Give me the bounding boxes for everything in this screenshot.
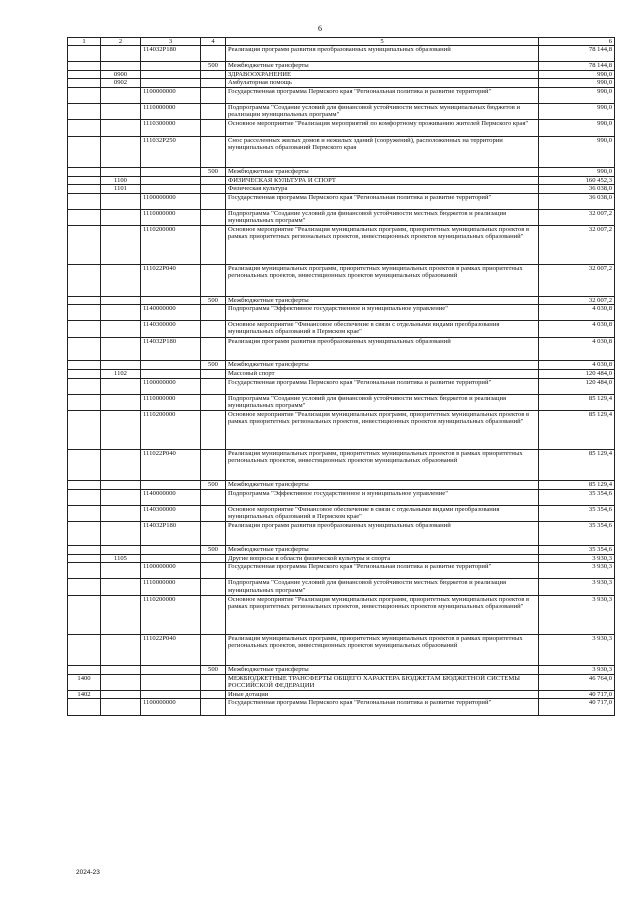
table-body [68,46,615,715]
cell-c3: 114032Р180 [141,46,201,62]
cell-c6: 160 452,3 [539,176,615,185]
cell-c3 [141,79,201,88]
cell-c3: 1110200000 [141,595,201,634]
cell-c6: 3 930,3 [539,579,615,595]
cell-c3: 1110200000 [141,226,201,265]
cell-c5: Государственная программа Пермского края "Региональная политика и развитие территорий" [226,563,539,579]
cell-c4 [201,699,226,715]
cell-c3 [141,296,201,305]
cell-c6: 3 930,3 [539,666,615,675]
table-row [68,563,615,579]
cell-c3: 1100000000 [141,88,201,104]
cell-c6: 40 717,0 [539,699,615,715]
table-row [68,410,615,449]
cell-c6: 35 354,6 [539,546,615,555]
cell-c4: 500 [201,296,226,305]
cell-c1 [68,595,101,634]
cell-c6: 85 129,4 [539,410,615,449]
cell-c3: 1110200000 [141,410,201,449]
cell-c1 [68,489,101,505]
cell-c3: 1110000000 [141,394,201,410]
cell-c6: 3 930,3 [539,563,615,579]
cell-c5: Реализация программ развития преобразованных муниципальных образований [226,46,539,62]
cell-c4 [201,193,226,209]
table-row [68,394,615,410]
table-row [68,378,615,394]
cell-c4 [201,579,226,595]
cell-c2: 0902 [101,79,141,88]
cell-c1 [68,506,101,522]
cell-c5: Межбюджетные трансферты [226,168,539,177]
cell-c2 [101,296,141,305]
cell-c3 [141,546,201,555]
cell-c5: Реализация муниципальных программ, приоритетных муниципальных проектов в рамках приоритетных региональных проектов, инвестиционных проектов муниципальных образований [226,265,539,296]
cell-c5: Основное мероприятие "Реализация муниципальных программ, приоритетных муниципальных проектов в рамках приоритетных региональных проектов, инвестиционных проектов муниципальных образований" [226,410,539,449]
cell-c2 [101,226,141,265]
cell-c1 [68,481,101,490]
table-row [68,554,615,563]
table-row [68,265,615,296]
cell-c1 [68,88,101,104]
cell-c5: Основное мероприятие "Реализация мероприятий по комфортному проживанию жителей Пермского края" [226,120,539,136]
cell-c3 [141,168,201,177]
cell-c4 [201,321,226,337]
cell-c3 [141,361,201,370]
cell-c5: Государственная программа Пермского края "Региональная политика и развитие территорий" [226,193,539,209]
cell-c4 [201,305,226,321]
cell-c2 [101,546,141,555]
cell-c1 [68,104,101,120]
cell-c5: Основное мероприятие "Финансовое обеспечение в связи с отдельными видами преобразования муниципальных образований в Пермском крае" [226,506,539,522]
cell-c2: 1101 [101,185,141,194]
cell-c2 [101,88,141,104]
cell-c3: 1110000000 [141,104,201,120]
cell-c2 [101,634,141,665]
cell-c4: 500 [201,62,226,71]
cell-c5: Подпрограмма "Создание условий для финансовой устойчивости местных бюджетов и реализация муниципальных программ" [226,579,539,595]
cell-c3 [141,674,201,690]
cell-c2 [101,265,141,296]
cell-c6: 85 129,4 [539,449,615,480]
cell-c2 [101,489,141,505]
cell-c1 [68,62,101,71]
cell-c2 [101,193,141,209]
cell-c4 [201,88,226,104]
cell-c2 [101,449,141,480]
cell-c2 [101,168,141,177]
cell-c2: 1105 [101,554,141,563]
cell-c3: 1100000000 [141,699,201,715]
cell-c3: 111022Р040 [141,265,201,296]
cell-c4: 500 [201,481,226,490]
cell-c3 [141,690,201,699]
cell-c1 [68,563,101,579]
cell-c6: 990,0 [539,136,615,167]
cell-c5: Подпрограмма "Создание условий для финансовой устойчивости местных муниципальных бюджетов и реализации муниципальных программ" [226,104,539,120]
cell-c6: 36 038,0 [539,185,615,194]
cell-c6: 120 484,0 [539,369,615,378]
cell-c1 [68,226,101,265]
cell-c2 [101,563,141,579]
cell-c4 [201,176,226,185]
cell-c3: 1140300000 [141,321,201,337]
cell-c1 [68,369,101,378]
table-row [68,62,615,71]
cell-c6: 36 038,0 [539,193,615,209]
cell-c3 [141,62,201,71]
cell-c1 [68,410,101,449]
cell-c5: Подпрограмма "Эффективное государственное и муниципальное управление" [226,489,539,505]
table-row [68,369,615,378]
cell-c2 [101,120,141,136]
cell-c6: 32 007,2 [539,296,615,305]
table-row [68,209,615,225]
cell-c4 [201,120,226,136]
cell-c6: 32 007,2 [539,265,615,296]
header-col-3: 3 [141,38,201,46]
table-row [68,120,615,136]
cell-c4 [201,136,226,167]
table-row [68,321,615,337]
cell-c3: 1110000000 [141,209,201,225]
cell-c4 [201,690,226,699]
cell-c5: Межбюджетные трансферты [226,481,539,490]
cell-c1 [68,522,101,546]
cell-c1 [68,136,101,167]
cell-c3: 111032Р250 [141,136,201,167]
cell-c2 [101,104,141,120]
cell-c3: 1100000000 [141,378,201,394]
cell-c2 [101,674,141,690]
cell-c2 [101,321,141,337]
cell-c4 [201,70,226,79]
cell-c5: ЗДРАВООХРАНЕНИЕ [226,70,539,79]
table-row [68,70,615,79]
table-row [68,88,615,104]
cell-c1 [68,176,101,185]
cell-c3 [141,481,201,490]
cell-c5: Амбулаторная помощь [226,79,539,88]
cell-c2 [101,481,141,490]
cell-c1: 1400 [68,674,101,690]
cell-c5: Подпрограмма "Создание условий для финансовой устойчивости местных бюджетов и реализация муниципальных программ" [226,209,539,225]
cell-c4 [201,226,226,265]
cell-c3: 1140000000 [141,489,201,505]
cell-c4 [201,489,226,505]
cell-c6: 85 129,4 [539,394,615,410]
cell-c6: 990,0 [539,104,615,120]
cell-c5: Основное мероприятие "Реализация муниципальных программ, приоритетных муниципальных проектов в рамках приоритетных региональных проектов, инвестиционных проектов муниципальных образований" [226,226,539,265]
cell-c3 [141,666,201,675]
cell-c1 [68,378,101,394]
cell-c2 [101,46,141,62]
cell-c4: 500 [201,361,226,370]
cell-c6: 120 484,0 [539,378,615,394]
header-col-5: 5 [226,38,539,46]
cell-c5: Межбюджетные трансферты [226,62,539,71]
cell-c2 [101,690,141,699]
table-row [68,449,615,480]
cell-c1 [68,321,101,337]
cell-c6: 990,0 [539,120,615,136]
cell-c5: Основное мероприятие "Финансовое обеспечение в связи с отдельными видами преобразования муниципальных образований в Пермском крае" [226,321,539,337]
table-row [68,699,615,715]
cell-c5: Реализация муниципальных программ, приоритетных муниципальных проектов в рамках приоритетных региональных проектов, инвестиционных проектов муниципальных образований [226,449,539,480]
cell-c1 [68,546,101,555]
cell-c6: 35 354,6 [539,506,615,522]
table-row [68,546,615,555]
table-row [68,168,615,177]
cell-c4 [201,104,226,120]
cell-c1 [68,579,101,595]
cell-c4 [201,595,226,634]
table-row [68,522,615,546]
cell-c4 [201,265,226,296]
cell-c2 [101,410,141,449]
cell-c4 [201,506,226,522]
cell-c3 [141,176,201,185]
cell-c6: 4 030,8 [539,305,615,321]
table-row [68,481,615,490]
cell-c6: 78 144,8 [539,62,615,71]
cell-c1 [68,634,101,665]
cell-c1 [68,185,101,194]
table-row [68,305,615,321]
cell-c1 [68,265,101,296]
cell-c4 [201,185,226,194]
cell-c1 [68,193,101,209]
cell-c4 [201,410,226,449]
cell-c3: 1100000000 [141,193,201,209]
cell-c2 [101,595,141,634]
cell-c2 [101,666,141,675]
cell-c6: 35 354,6 [539,489,615,505]
cell-c4 [201,674,226,690]
header-col-6: 6 [539,38,615,46]
table-row [68,506,615,522]
table-row [68,176,615,185]
cell-c1 [68,666,101,675]
cell-c5: Подпрограмма "Создание условий для финансовой устойчивости местных бюджетов и реализация муниципальных программ" [226,394,539,410]
cell-c3: 1110000000 [141,579,201,595]
cell-c5: Подпрограмма "Эффективное государственное и муниципальное управление" [226,305,539,321]
cell-c2 [101,62,141,71]
cell-c6: 46 764,0 [539,674,615,690]
cell-c4 [201,554,226,563]
cell-c4: 500 [201,546,226,555]
cell-c6: 3 930,3 [539,634,615,665]
cell-c5: Физическая культура [226,185,539,194]
cell-c5: Реализация муниципальных программ, приоритетных муниципальных проектов в рамках приоритетных региональных проектов, инвестиционных проектов муниципальных образований [226,634,539,665]
cell-c3: 1110300000 [141,120,201,136]
cell-c4 [201,369,226,378]
cell-c4 [201,634,226,665]
cell-c2 [101,361,141,370]
cell-c6: 3 930,3 [539,595,615,634]
header-row [68,38,615,46]
cell-c3: 1140300000 [141,506,201,522]
cell-c2 [101,579,141,595]
cell-c4 [201,378,226,394]
header-col-2: 2 [101,38,141,46]
cell-c2: 1100 [101,176,141,185]
table-row [68,690,615,699]
cell-c3 [141,554,201,563]
cell-c5: Массовый спорт [226,369,539,378]
cell-c1 [68,296,101,305]
cell-c6: 4 030,8 [539,337,615,361]
cell-c4 [201,449,226,480]
cell-c5: МЕЖБЮДЖЕТНЫЕ ТРАНСФЕРТЫ ОБЩЕГО ХАРАКТЕРА БЮДЖЕТАМ БЮДЖЕТНОЙ СИСТЕМЫ РОССИЙСКОЙ ФЕДЕРАЦИИ [226,674,539,690]
header-col-4: 4 [201,38,226,46]
table-row [68,595,615,634]
cell-c5: Межбюджетные трансферты [226,296,539,305]
cell-c6: 3 930,3 [539,554,615,563]
cell-c3: 114032Р180 [141,337,201,361]
cell-c3: 114032Р180 [141,522,201,546]
cell-c5: Межбюджетные трансферты [226,666,539,675]
table-row [68,104,615,120]
cell-c3: 111022Р040 [141,634,201,665]
cell-c4: 500 [201,168,226,177]
cell-c5: Государственная программа Пермского края "Региональная политика и развитие территорий" [226,378,539,394]
table-row [68,226,615,265]
cell-c3 [141,369,201,378]
budget-table [67,37,615,716]
cell-c6: 990,0 [539,168,615,177]
table-row [68,666,615,675]
cell-c2 [101,378,141,394]
cell-c2: 0900 [101,70,141,79]
cell-c1 [68,305,101,321]
cell-c5: Межбюджетные трансферты [226,361,539,370]
cell-c2 [101,305,141,321]
table-row [68,185,615,194]
table-row [68,337,615,361]
cell-c5: Государственная программа Пермского края "Региональная политика и развитие территорий" [226,699,539,715]
cell-c1 [68,699,101,715]
cell-c1 [68,168,101,177]
page-number: 6 [318,24,322,33]
cell-c4 [201,522,226,546]
cell-c6: 40 717,0 [539,690,615,699]
cell-c6: 990,0 [539,88,615,104]
cell-c4 [201,209,226,225]
cell-c5: Снос расселенных жилых домов и нежилых зданий (сооружений), расположенных на территории муниципальных образований Пермского края [226,136,539,167]
cell-c5: Межбюджетные трансферты [226,546,539,555]
cell-c2 [101,209,141,225]
cell-c6: 85 129,4 [539,481,615,490]
cell-c5: Реализация программ развития преобразованных муниципальных образований [226,522,539,546]
cell-c1 [68,554,101,563]
cell-c1 [68,79,101,88]
cell-c1 [68,361,101,370]
table-row [68,489,615,505]
cell-c5: Основное мероприятие "Реализация муниципальных программ, приоритетных муниципальных проектов в рамках приоритетных региональных проектов, инвестиционных проектов муниципальных образований" [226,595,539,634]
table-row [68,193,615,209]
cell-c1 [68,70,101,79]
cell-c1: 1402 [68,690,101,699]
table-row [68,136,615,167]
cell-c3 [141,185,201,194]
cell-c5: Другие вопросы в области физической культуры и спорта [226,554,539,563]
cell-c3 [141,70,201,79]
table-row [68,296,615,305]
cell-c6: 32 007,2 [539,209,615,225]
cell-c6: 78 144,8 [539,46,615,62]
cell-c3: 1100000000 [141,563,201,579]
cell-c6: 35 354,6 [539,522,615,546]
cell-c4 [201,394,226,410]
cell-c2: 1102 [101,369,141,378]
cell-c6: 4 030,8 [539,321,615,337]
header-col-1: 1 [68,38,101,46]
cell-c4 [201,337,226,361]
cell-c1 [68,46,101,62]
cell-c4 [201,563,226,579]
cell-c1 [68,209,101,225]
cell-c1 [68,120,101,136]
cell-c3: 1140000000 [141,305,201,321]
cell-c2 [101,394,141,410]
cell-c6: 990,0 [539,70,615,79]
cell-c3: 111022Р040 [141,449,201,480]
cell-c4 [201,46,226,62]
footer-code: 2024-23 [76,869,100,876]
cell-c5: Государственная программа Пермского края "Региональная политика и развитие территорий" [226,88,539,104]
table-row [68,361,615,370]
cell-c2 [101,136,141,167]
table-row [68,579,615,595]
cell-c6: 4 030,8 [539,361,615,370]
cell-c5: ФИЗИЧЕСКАЯ КУЛЬТУРА И СПОРТ [226,176,539,185]
cell-c2 [101,506,141,522]
cell-c4 [201,79,226,88]
cell-c2 [101,522,141,546]
table-row [68,634,615,665]
cell-c2 [101,337,141,361]
cell-c1 [68,394,101,410]
cell-c1 [68,337,101,361]
table-row [68,79,615,88]
cell-c6: 32 007,2 [539,226,615,265]
cell-c5: Реализация программ развития преобразованных муниципальных образований [226,337,539,361]
cell-c5: Иные дотации [226,690,539,699]
table-row [68,674,615,690]
table-row [68,46,615,62]
cell-c4: 500 [201,666,226,675]
cell-c6: 990,0 [539,79,615,88]
cell-c1 [68,449,101,480]
cell-c2 [101,699,141,715]
